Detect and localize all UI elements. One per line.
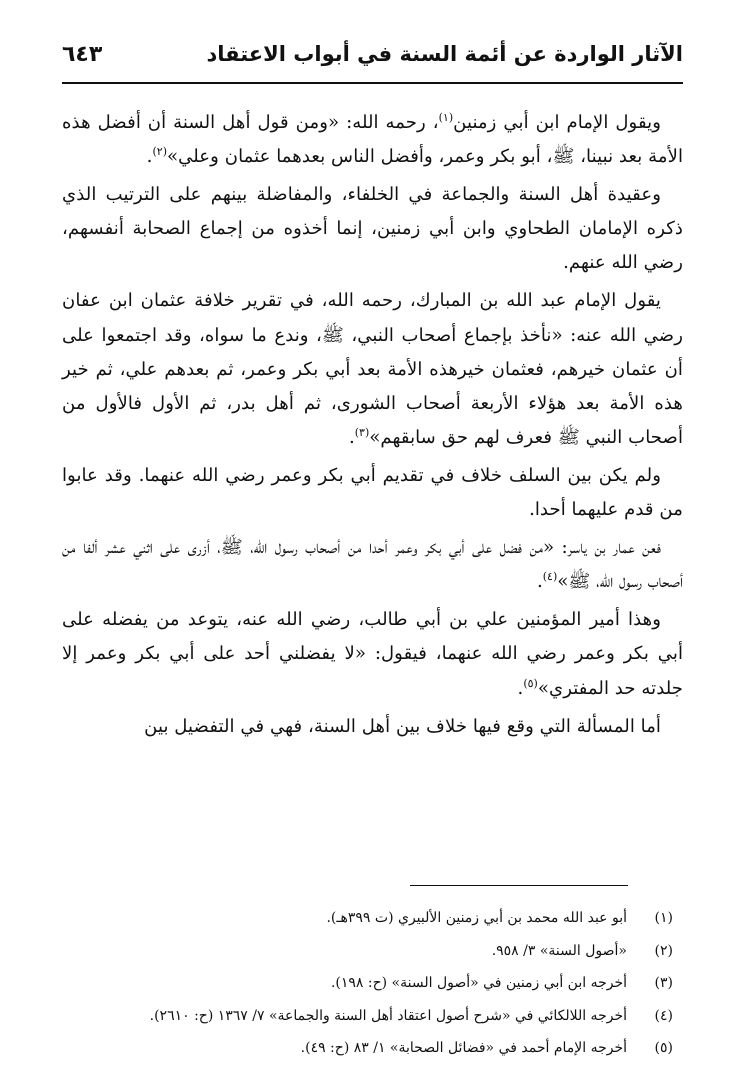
page-header [62,34,683,74]
paragraph-text: وعقيدة أهل السنة والجماعة في الخلفاء، والمفاضلة بينهم على الترتيب الذي ذكره الإمامان الطحاوي وابن أبي زمنين، إنما أخذوه من إجماع الصحابة أنفسهم، رضي الله عنهم. [62,184,683,274]
paragraph-text: ، رحمه الله: «ومن قول أهل السنة أن أفضل هذه الأمة بعد نبينا، ﷺ، أبو بكر وعمر، وأفضل الناس بعدهما عثمان وعلي» [62,112,683,168]
header-rule [62,82,683,84]
footnote-number: (٢) [654,942,673,959]
paragraph-text: أما المسألة التي وقع فيها خلاف بين أهل السنة، فهي في التفضيل بين [144,715,661,737]
footnote-text: أبو عبد الله محمد بن أبي زمنين الألبيري (ت ٣٩٩هـ). [326,910,627,926]
footnote [62,935,673,968]
footnote-text: «أصول السنة» ٣/ ٩٥٨. [491,942,627,959]
paragraph-text: ولم يكن بين السلف خلاف في تقديم أبي بكر وعمر رضي الله عنهما. وقد عابوا من قدم عليهما أحدا. [62,464,683,521]
paragraph-text: يقول الإمام عبد الله بن المبارك، رحمه الله، في تقرير خلافة عثمان ابن عفان رضي الله عنه: «نأخذ بإجماع أصحاب النبي، ﷺ، وندع ما سواه، وقد اجتمعوا على أن عثمان خيرهم، فعثمان خيرهذه الأمة بعد أبي بكر وعمر، ثم بعدهم علي، ثم خير هذه الأمة بعد هؤلاء الأربعة أصحاب الشورى، ثم أهل بدر، ثم الأول فالأول من أصحاب النبي ﷺ فعرف لهم حق سابقهم» [62,290,683,448]
body-text [62,106,683,748]
paragraph [62,603,683,705]
footnote [62,1032,673,1065]
paragraph-text: . [348,426,355,448]
footnote-text: أخرجه اللالكائي في «شرح أصول اعتقاد أهل السنة والجماعة» ٧/ ١٣٦٧ (ح: ٢٦١٠). [149,1007,627,1024]
paragraph-text: . [146,146,153,168]
running-title: الآثار الواردة عن أئمة السنة في أبواب الاعتقاد [206,42,683,66]
footnote-number: (١) [654,910,673,926]
footnote [62,1000,673,1033]
footnote [62,967,673,1000]
footnote-text: أخرجه الإمام أحمد في «فضائل الصحابة» ١/ ٨٣ (ح: ٤٩). [300,1040,627,1056]
footnote-text: أخرجه ابن أبي زمنين في «أصول السنة» (ح: ١٩٨). [330,975,627,991]
paragraph-text: . [517,677,524,699]
paragraph [62,284,683,454]
paragraph-text: فعن عمار بن ياسر: «من فضل على أبي بكر وعمر أحدا من أصحاب رسول الله، ﷺ، أزرى على اثني عشر ألفا من أصحاب رسول الله، ﷺ» [62,537,683,593]
footnote-reference: (٢) [152,145,167,159]
footnote-reference: (١) [438,110,454,124]
paragraph-text: وهذا أمير المؤمنين علي بن أبي طالب، رضي الله عنه، يتوعد من يفضله على أبي بكر وعمر رضي الله عنهما، فيقول: «لا يفضلني أحد على أبي بكر وعمر إلا جلدته حد المفتري» [62,609,683,699]
footnote-reference: (٤) [542,570,558,584]
footnote-number: (٤) [654,1007,673,1024]
footnote-separator [410,885,628,886]
paragraph [62,710,683,744]
paragraph-text: ويقول الإمام ابن أبي زمنين [453,112,661,133]
paragraph [62,459,683,527]
footnote [62,902,673,935]
footnote-reference: (٥) [523,676,538,690]
paragraph [62,531,683,599]
footnote-number: (٣) [654,975,673,991]
footnote-reference: (٣) [354,425,370,439]
footnotes [62,902,673,1065]
page-number: ٦٤٣ [62,41,103,67]
footnote-number: (٥) [654,1040,673,1056]
paragraph [62,106,683,174]
paragraph-text: . [536,571,543,593]
paragraph [62,178,683,280]
